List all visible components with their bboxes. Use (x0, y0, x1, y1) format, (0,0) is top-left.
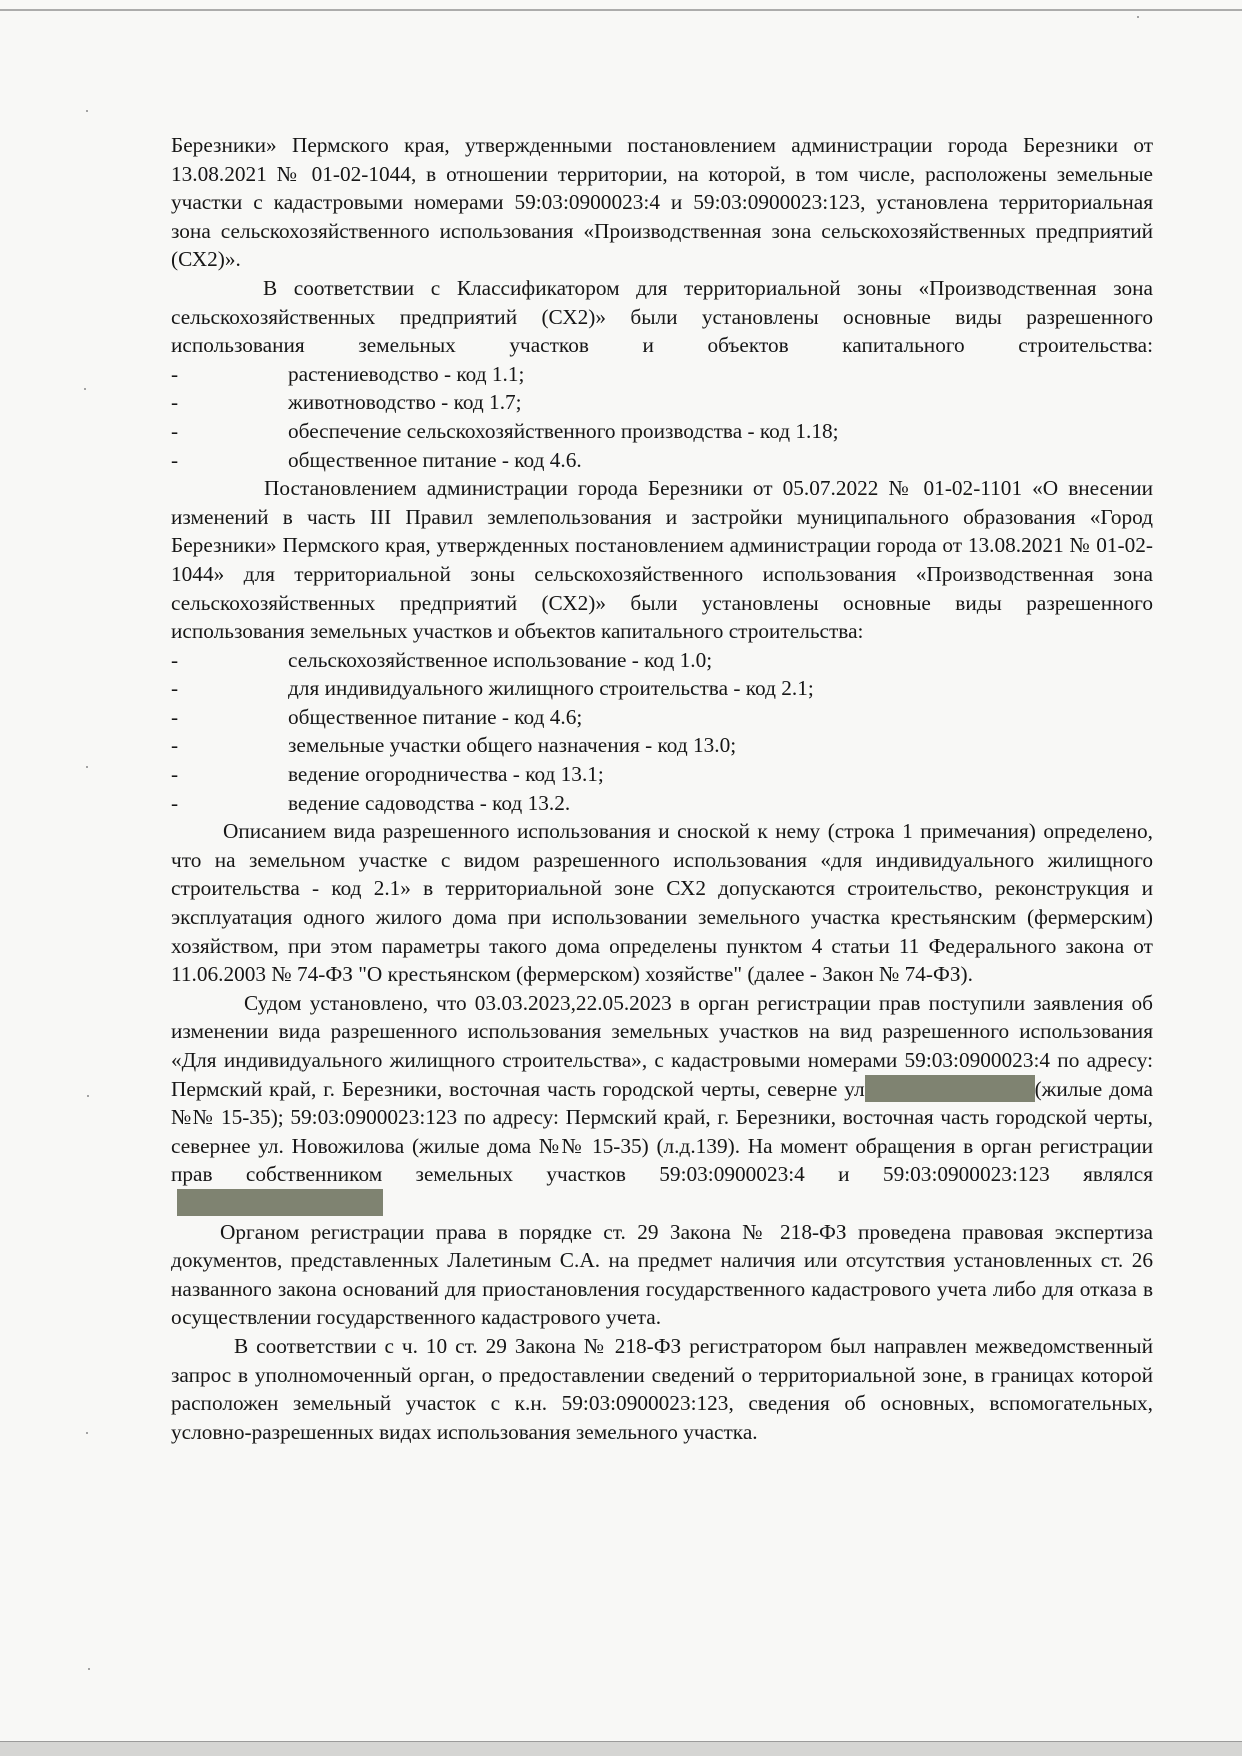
redaction-block (177, 1189, 383, 1216)
list-item-text: ведение огородничества - код 13.1; (288, 762, 604, 787)
list-item (171, 674, 1153, 703)
list-item-text: животноводство - код 1.7; (288, 390, 522, 415)
list-item-text: сельскохозяйственное использование - код 1.0; (288, 647, 713, 672)
paragraph-legal-review: Органом регистрации права в порядке ст. 29 Закона № 218-ФЗ проведена правовая экспертиза документов, представленных Лалетиным С.А. на предмет наличия или отсутствия установленных ст. 26 названного закона оснований для приостановления государственного кадастрового учета либо для отказа в осуществлении государственного кадастрового учета. (171, 1219, 1153, 1330)
list-dash: - (171, 390, 179, 415)
paragraph-interagency-request: В соответствии с ч. 10 ст. 29 Закона № 218-ФЗ регистратором был направлен межведомственный запрос в уполномоченный орган, о предоставлении сведений о территориальной зоне, в границах которой расположен земельный участок с к.н. 59:03:0900023:123, сведения об основных, вспомогательных, условно-разрешенных видах использования земельного участка. (171, 1333, 1153, 1444)
scan-bottom-edge (0, 1741, 1242, 1756)
list-item-text: обеспечение сельскохозяйственного производства - код 1.18; (288, 418, 839, 443)
document-body (171, 131, 1153, 1446)
scan-speck (86, 1432, 88, 1434)
list-dash: - (171, 447, 179, 472)
scan-speck (87, 1095, 89, 1097)
scan-speck (1137, 16, 1139, 18)
list-item-text: ведение садоводства - код 13.2. (288, 790, 571, 815)
list-dash: - (171, 676, 179, 701)
scan-speck (86, 766, 88, 768)
list-dash: - (171, 733, 179, 758)
list-item (171, 417, 1153, 446)
list-permitted-uses (171, 360, 1153, 474)
list-item (171, 703, 1153, 732)
scan-speck (84, 388, 86, 390)
scan-speck (86, 110, 88, 112)
paragraph-classifier: В соответствии с Классификатором для территориальной зоны «Производственная зона сельскохозяйственных предприятий (СХ2)» были установлены основные виды разрешенного использования земельных участков и объектов капитального строительства: (171, 275, 1153, 358)
paragraph-zone-info: Березники» Пермского края, утвержденными постановлением администрации города Березники от 13.08.2021 № 01-02-1044, в отношении территории, на которой, в том числе, расположены земельные участки с кадастровыми номерами 59:03:0900023:4 и 59:03:0900023:123, установлена территориальная зона сельскохозяйственного использования «Производственная зона сельскохозяйственных предприятий (СХ2)». (171, 133, 1153, 272)
paragraph-court-findings (171, 989, 1153, 1218)
scan-top-edge (0, 9, 1242, 11)
list-item (171, 646, 1153, 675)
list-item (171, 789, 1153, 818)
list-item-text: земельные участки общего назначения - код 13.0; (288, 733, 737, 758)
list-item-text: общественное питание - код 4.6; (288, 704, 583, 729)
list-item-text: общественное питание - код 4.6. (288, 447, 582, 472)
list-dash: - (171, 647, 179, 672)
paragraph-description: Описанием вида разрешенного использования и сноской к нему (строка 1 примечания) определено, что на земельном участке с видом разрешенного использования «для индивидуального жилищного строительства - код 2.1» в территориальной зоне СХ2 допускаются строительство, реконструкция и эксплуатация одного жилого дома при использовании земельного участка крестьянским (фермерским) хозяйством, при этом параметры такого дома определены пунктом 4 статьи 11 Федерального закона от 11.06.2003 № 74-ФЗ "О крестьянском (фермерском) хозяйстве" (далее - Закон № 74-ФЗ). (171, 819, 1153, 987)
list-item-text: для индивидуального жилищного строительства - код 2.1; (288, 676, 814, 701)
list-dash: - (171, 704, 179, 729)
list-item (171, 388, 1153, 417)
list-dash: - (171, 762, 179, 787)
list-item (171, 446, 1153, 475)
list-dash: - (171, 361, 179, 386)
paragraph-resolution: Постановлением администрации города Березники от 05.07.2022 № 01-02-1101 «О внесении изменений в часть III Правил землепользования и застройки муниципального образования «Город Березники» Пермского края, утвержденных постановлением администрации города от 13.08.2021 № 01-02-1044» для территориальной зоны сельскохозяйственного использования «Производственная зона сельскохозяйственных предприятий (СХ2)» были установлены основные виды разрешенного использования земельных участков и объектов капитального строительства: (171, 476, 1153, 644)
list-dash: - (171, 790, 179, 815)
list-item-text: растениеводство - код 1.1; (288, 361, 525, 386)
list-dash: - (171, 418, 179, 443)
court-findings-text-b: (жилые дома №№ 15-35); 59:03:0900023:123 по адресу: Пермский край, г. Березники, восточная часть городской черты, севернее ул. Новожилова (жилые дома №№ 15-35) (л.д.139). На момент обращения в орган регистрации прав собственником земельных участков 59:03:0900023:4 и 59:03:0900023:123 являлся (171, 1076, 1153, 1187)
court-findings-text-a: Судом установлено, что 03.03.2023,22.05.2023 в орган регистрации прав поступили заявления об изменении вида разрешенного использования земельных участков на вид разрешенного использования «Для индивидуального жилищного строительства», с кадастровыми номерами 59:03:0900023:4 по адресу: Пермский край, г. Березники, восточная часть городской черты, северне ул (171, 990, 1153, 1101)
scan-speck (88, 1668, 90, 1670)
list-item (171, 731, 1153, 760)
list-item (171, 760, 1153, 789)
redaction-block (865, 1075, 1035, 1102)
list-amended-uses (171, 646, 1153, 818)
list-item (171, 360, 1153, 389)
